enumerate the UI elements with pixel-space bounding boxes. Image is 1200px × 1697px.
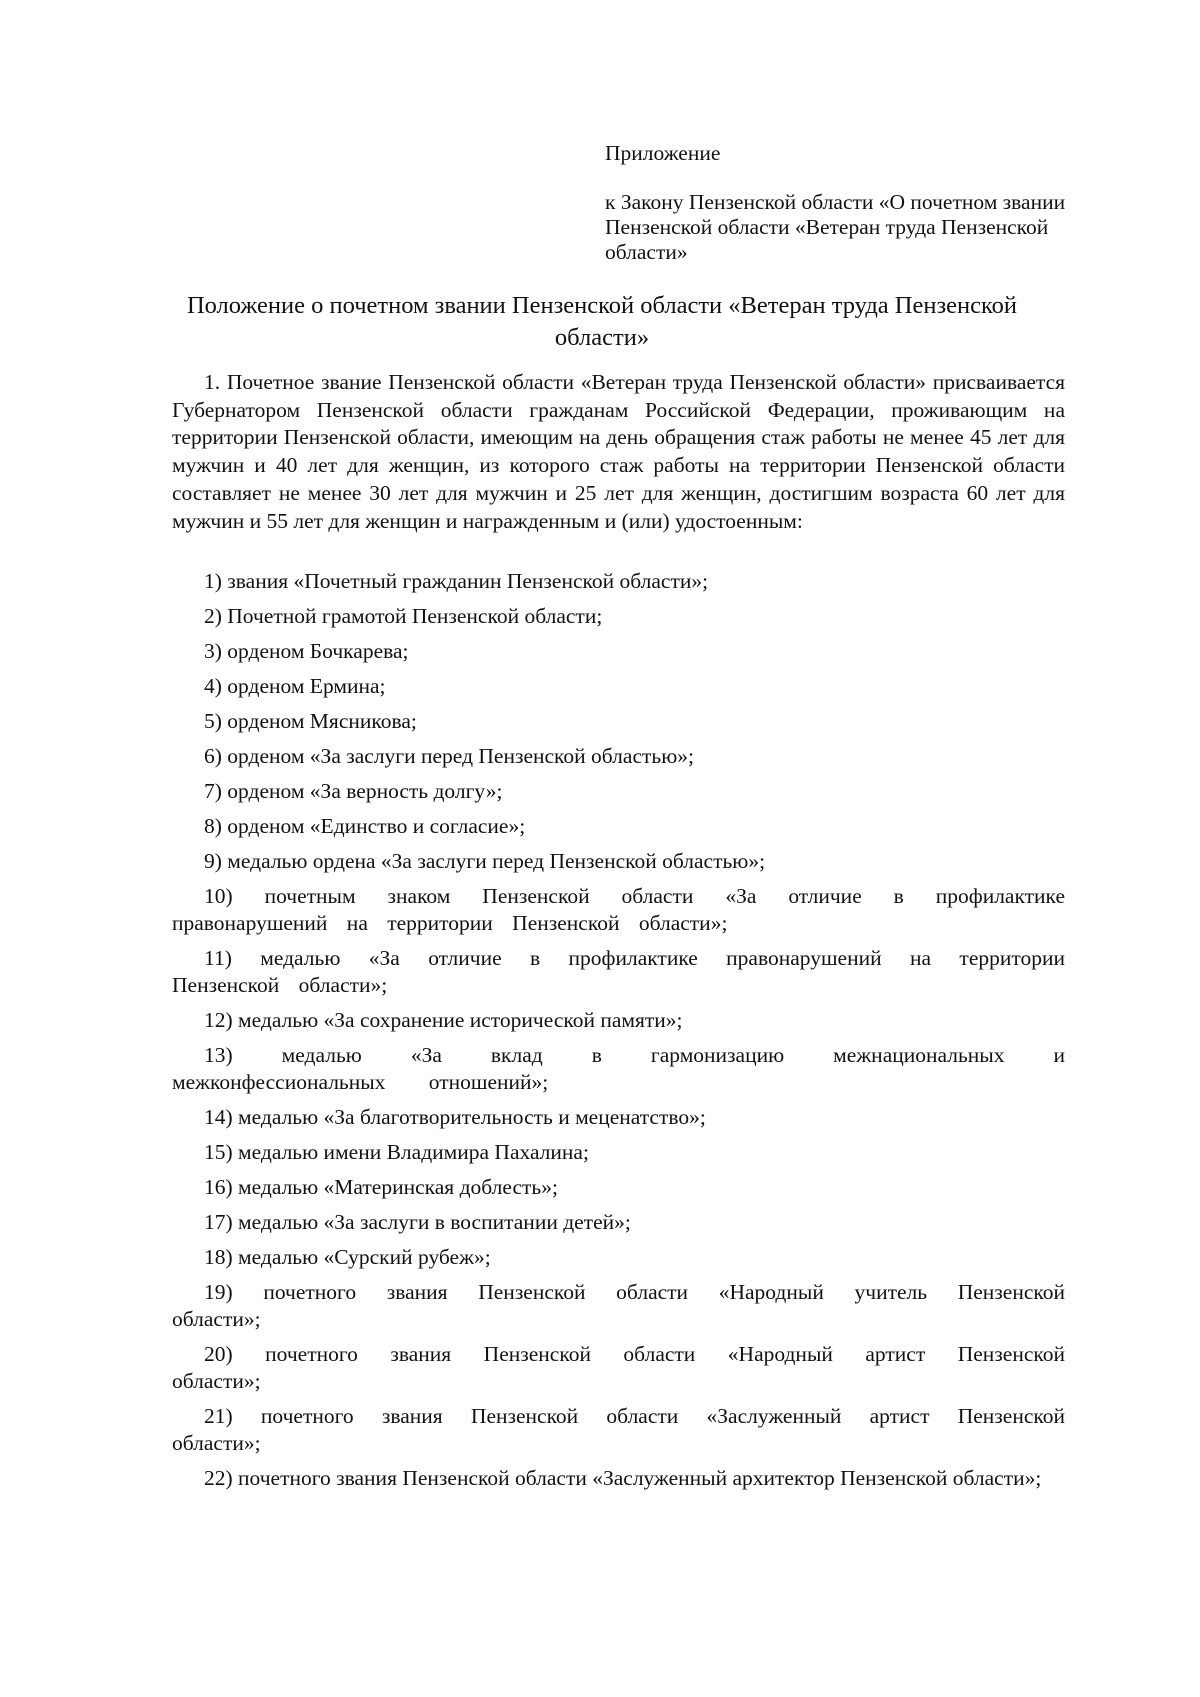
list-item: 10) почетным знаком Пензенской области «За отличие в профилактике правонарушений на территории Пензенской области»; — [172, 884, 1065, 935]
list-item: 4) орденом Ермина; — [204, 674, 386, 698]
award-list — [172, 568, 1065, 1500]
appendix-reference: к Закону Пензенской области «О почетном звании Пензенской области «Ветеран труда Пензенской области» — [605, 190, 1066, 264]
list-item: 8) орденом «Единство и согласие»; — [204, 814, 526, 838]
list-item: 12) медалью «За сохранение исторической памяти»; — [204, 1008, 683, 1032]
list-item: 3) орденом Бочкарева; — [204, 639, 409, 663]
list-item: 20) почетного звания Пензенской области «Народный артист Пензенской области»; — [172, 1342, 1065, 1393]
list-item: 5) орденом Мясникова; — [204, 709, 417, 733]
list-item: 14) медалью «За благотворительность и меценатство»; — [204, 1105, 706, 1129]
appendix-label: Приложение — [605, 141, 721, 165]
list-item: 19) почетного звания Пензенской области «Народный учитель Пензенской области»; — [172, 1280, 1065, 1331]
list-item: 22) почетного звания Пензенской области «Заслуженный архитектор Пензенской области»; — [204, 1466, 1042, 1490]
list-item: 2) Почетной грамотой Пензенской области; — [204, 604, 603, 628]
list-item: 1) звания «Почетный гражданин Пензенской области»; — [204, 569, 709, 593]
list-item: 21) почетного звания Пензенской области «Заслуженный артист Пензенской области»; — [172, 1404, 1065, 1455]
document-title: Положение о почетном звании Пензенской области «Ветеран труда Пензенской области» — [186, 292, 1018, 351]
list-item: 18) медалью «Сурский рубеж»; — [204, 1245, 491, 1269]
list-item: 6) орденом «За заслуги перед Пензенской областью»; — [204, 744, 694, 768]
paragraph-1: 1. Почетное звание Пензенской области «Ветеран труда Пензенской области» присваивается Губернатором Пензенской области гражданам Российской Федерации, проживающим на территории Пензенской области, имеющим на день обращения стаж работы не менее 45 лет для мужчин и 40 лет для женщин, из которого стаж работы на территории Пензенской области составляет не менее 30 лет для мужчин и 25 лет для женщин, достигшим возраста 60 лет для мужчин и 55 лет для женщин и награжденным и (или) удостоенным: — [172, 370, 1065, 533]
list-item: 9) медалью ордена «За заслуги перед Пензенской областью»; — [204, 849, 766, 873]
list-item: 13) медалью «За вклад в гармонизацию межнациональных и межконфессиональных отношений»; — [172, 1043, 1065, 1094]
list-item: 16) медалью «Материнская доблесть»; — [204, 1175, 558, 1199]
list-item: 11) медалью «За отличие в профилактике правонарушений на территории Пензенской области»; — [172, 946, 1065, 997]
list-item: 15) медалью имени Владимира Пахалина; — [204, 1140, 589, 1164]
list-item: 7) орденом «За верность долгу»; — [204, 779, 503, 803]
list-item: 17) медалью «За заслуги в воспитании детей»; — [204, 1210, 631, 1234]
appendix-block — [605, 141, 1085, 265]
